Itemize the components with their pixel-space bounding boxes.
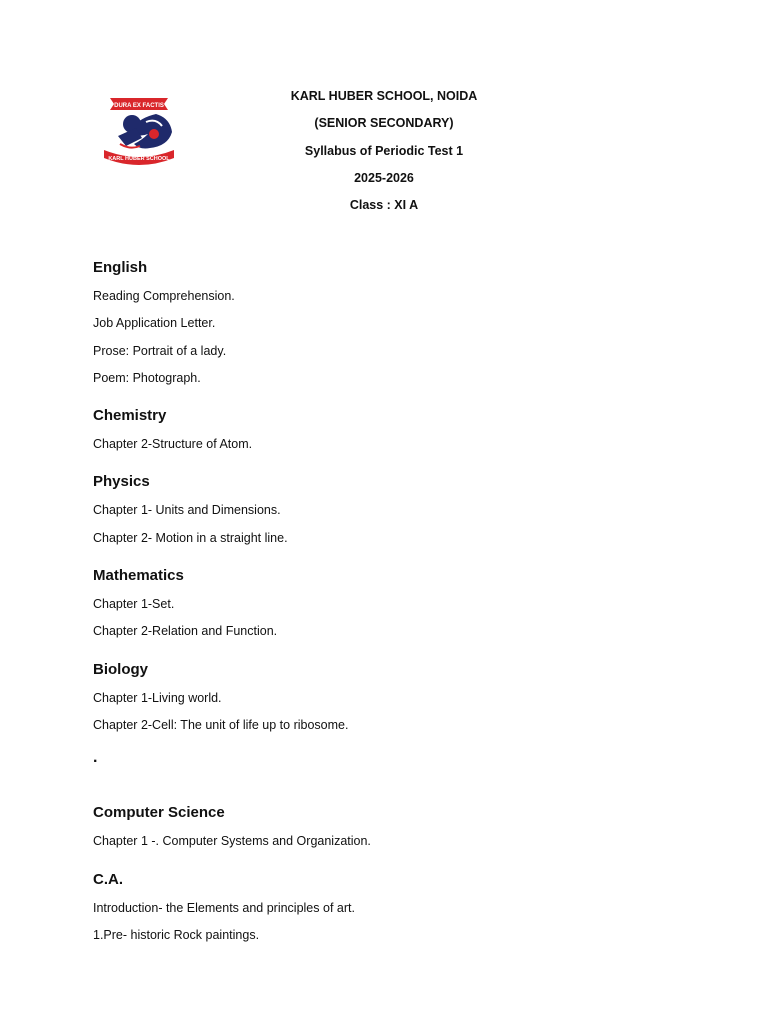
separator-dot: .: [93, 749, 98, 767]
subject-heading: Computer Science: [93, 804, 225, 822]
school-name: KARL HUBER SCHOOL, NOIDA: [290, 89, 478, 103]
document-title: Syllabus of Periodic Test 1: [304, 143, 464, 158]
subject-heading: C.A.: [93, 870, 123, 888]
subject-heading: Physics: [93, 473, 150, 491]
section-ca: [93, 869, 713, 953]
section-physics: [93, 471, 713, 555]
syllabus-item: Chapter 2- Motion in a straight line.: [93, 530, 288, 545]
syllabus-item: Chapter 2-Relation and Function.: [93, 624, 278, 639]
syllabus-item: Chapter 2-Cell: The unit of life up to ribosome.: [93, 717, 349, 732]
academic-session: 2025-2026: [354, 170, 414, 185]
subject-heading: Mathematics: [93, 567, 184, 585]
syllabus-item: 1.Pre- historic Rock paintings.: [93, 927, 260, 942]
section-mathematics: [93, 565, 713, 649]
svg-text:KARL HUBER SCHOOL: KARL HUBER SCHOOL: [108, 156, 170, 162]
section-computer-science: [93, 802, 713, 858]
svg-text:DURA EX FACTIS: DURA EX FACTIS: [114, 103, 164, 109]
syllabus-item: Chapter 1- Units and Dimensions.: [93, 503, 281, 518]
syllabus-item: Reading Comprehension.: [93, 289, 235, 303]
document-header: [0, 88, 768, 224]
syllabus-item: Chapter 1 -. Computer Systems and Organization.: [93, 834, 371, 849]
syllabus-item: Introduction- the Elements and principles of art.: [93, 900, 355, 915]
section-english: [93, 257, 713, 395]
school-type: (SENIOR SECONDARY): [314, 116, 454, 131]
syllabus-item: Chapter 1-Set.: [93, 597, 175, 612]
syllabus-item: Chapter 2-Structure of Atom.: [93, 437, 253, 452]
syllabus-item: Prose: Portrait of a lady.: [93, 343, 227, 358]
syllabus-content: [93, 257, 713, 952]
subject-heading: Biology: [93, 660, 148, 678]
section-biology: [93, 659, 713, 743]
class-label: Class : XI A: [349, 198, 419, 213]
syllabus-item: Job Application Letter.: [93, 316, 216, 331]
subject-heading: English: [93, 259, 148, 276]
subject-heading: Chemistry: [93, 407, 167, 425]
section-chemistry: [93, 405, 713, 461]
syllabus-item: Poem: Photograph.: [93, 370, 201, 385]
syllabus-item: Chapter 1-Living world.: [93, 690, 222, 705]
